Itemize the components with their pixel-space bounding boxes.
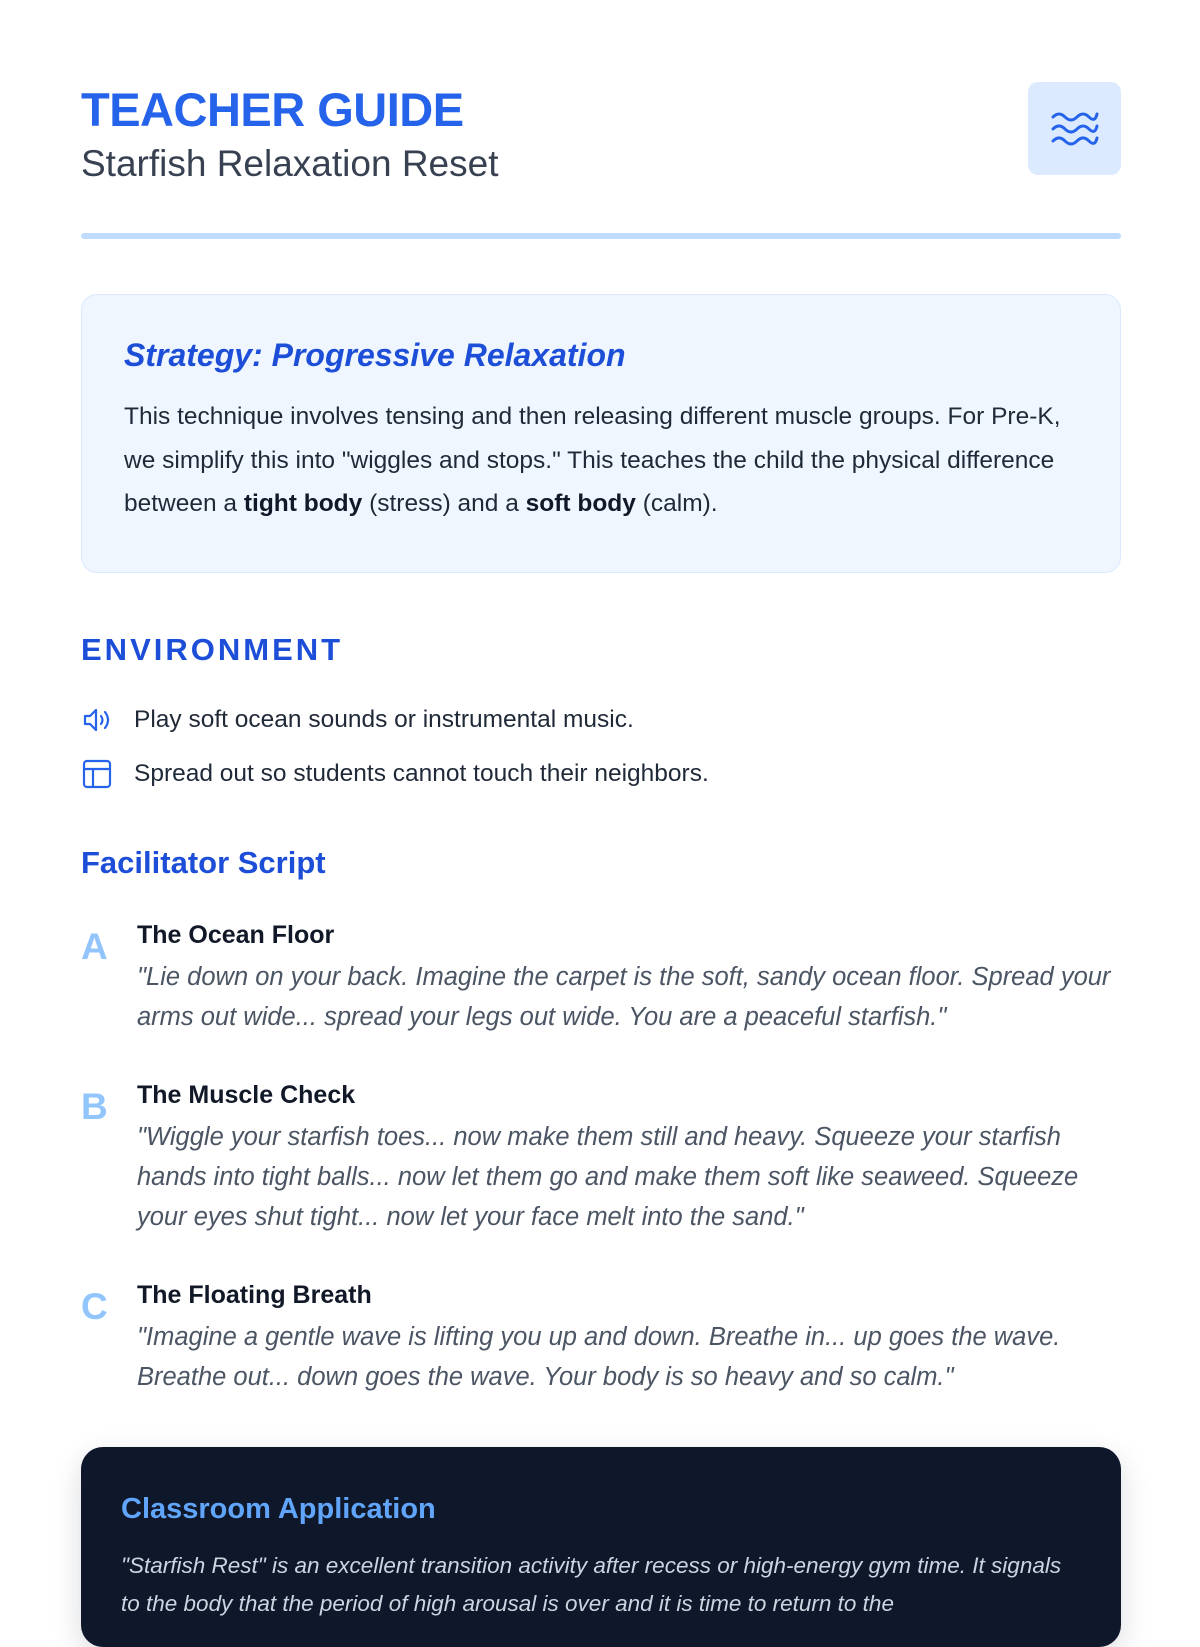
step-content <box>137 919 1121 1037</box>
list-item <box>81 693 1121 747</box>
strategy-description: This technique involves tensing and then releasing different muscle groups. For Pre-K, we simplify this into "wiggles and stops." This teaches the child the physical difference between a tight body (stress) and a soft body (calm). <box>124 403 1061 517</box>
step-quote: "Lie down on your back. Imagine the carpet is the soft, sandy ocean floor. Spread your arms out wide... spread your legs out wide. You are a peaceful starfish." <box>137 963 1111 1031</box>
step-quote: "Wiggle your starfish toes... now make them still and heavy. Squeeze your starfish hands into tight balls... now let them go and make them soft like seaweed. Squeeze your eyes shut tight... now let your face melt into the sand." <box>137 1123 1079 1231</box>
step-title: The Muscle Check <box>137 1081 356 1109</box>
strategy-card <box>81 294 1121 573</box>
step-letter: C <box>81 1286 108 1327</box>
page-title: TEACHER GUIDE <box>81 83 464 136</box>
page-subtitle: Starfish Relaxation Reset <box>81 143 499 184</box>
script-heading: Facilitator Script <box>81 845 326 880</box>
environment-item-text: Spread out so students cannot touch their neighbors. <box>134 760 709 787</box>
step-content <box>137 1079 1121 1237</box>
soft-body-emphasis: soft body <box>525 490 636 517</box>
classroom-application-card <box>81 1447 1121 1647</box>
step-content <box>137 1279 1121 1397</box>
step-title: The Ocean Floor <box>137 921 335 949</box>
layout-icon <box>81 758 113 790</box>
list-item <box>81 747 1121 801</box>
application-body: "Starfish Rest" is an excellent transition activity after recess or high-energy gym time. It signals to the body that the period of high arousal is over and it is time to return to the <box>121 1553 1062 1616</box>
step-letter: A <box>81 926 108 967</box>
application-title: Classroom Application <box>121 1493 436 1525</box>
step-quote: "Imagine a gentle wave is lifting you up and down. Breathe in... up goes the wave. Breathe out... down goes the wave. Your body is so heavy and so calm." <box>137 1323 1061 1391</box>
header <box>81 82 1121 192</box>
teacher-guide-page <box>81 0 1121 1616</box>
step-letter: B <box>81 1086 108 1127</box>
header-divider <box>81 233 1121 239</box>
environment-item-text: Play soft ocean sounds or instrumental music. <box>134 706 634 733</box>
tight-body-emphasis: tight body <box>243 490 363 517</box>
environment-heading: ENVIRONMENT <box>81 632 344 667</box>
waves-icon <box>1028 82 1121 175</box>
step-title: The Floating Breath <box>137 1281 372 1309</box>
environment-list <box>81 693 1121 801</box>
speaker-icon <box>81 704 113 736</box>
strategy-title: Strategy: Progressive Relaxation <box>124 337 626 373</box>
